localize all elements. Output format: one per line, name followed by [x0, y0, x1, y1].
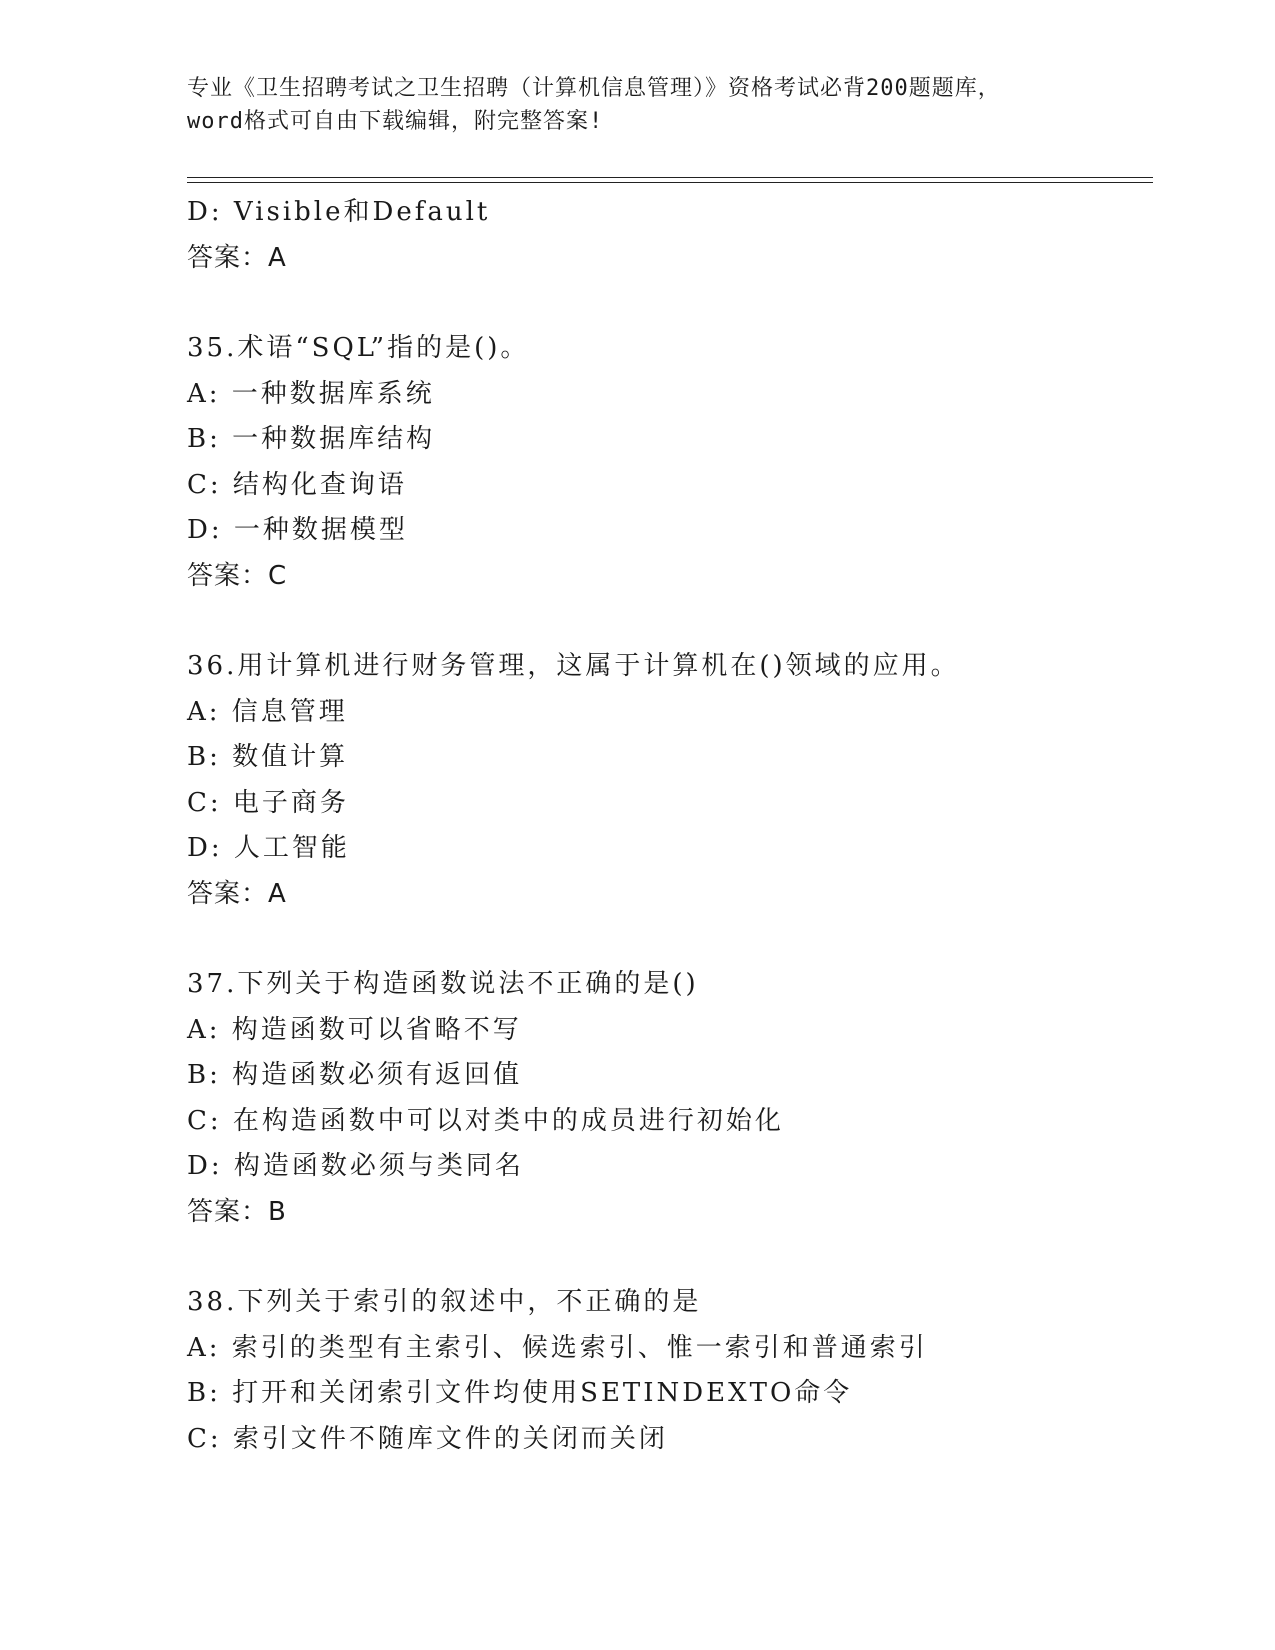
question-block	[187, 962, 1147, 1235]
question-stem: 37.下列关于构造函数说法不正确的是()	[187, 969, 699, 999]
option-d: D: Visible和Default	[187, 197, 491, 227]
option-b: B: 一种数据库结构	[187, 424, 436, 454]
header-title-line-1: 专业《卫生招聘考试之卫生招聘（计算机信息管理）》资格考试必背200题题库，	[187, 76, 1001, 101]
option-c: C: 索引文件不随库文件的关闭而关闭	[187, 1423, 668, 1454]
page-header	[187, 72, 1087, 138]
spacer	[187, 917, 1147, 962]
question-stem: 38.下列关于索引的叙述中，不正确的是	[187, 1287, 702, 1317]
question-stem: 35.术语“SQL”指的是()。	[187, 333, 530, 363]
option-d: D: 构造函数必须与类同名	[187, 1151, 524, 1181]
answer-line: 答案：A	[187, 878, 287, 909]
option-d: D: 人工智能	[187, 833, 350, 863]
answer-line: 答案：A	[187, 242, 287, 273]
answer-line: 答案：B	[187, 1196, 287, 1227]
spacer	[187, 599, 1147, 644]
option-b: B: 数值计算	[187, 742, 349, 772]
question-list	[187, 190, 1147, 1462]
option-c: C: 在构造函数中可以对类中的成员进行初始化	[187, 1105, 784, 1136]
spacer	[187, 1235, 1147, 1280]
option-a: A: 索引的类型有主索引、候选索引、惟一索引和普通索引	[187, 1332, 928, 1363]
option-a: A: 一种数据库系统	[187, 378, 435, 409]
spacer	[187, 281, 1147, 326]
question-stem: 36.用计算机进行财务管理，这属于计算机在()领域的应用。	[187, 651, 960, 681]
option-c: C: 结构化查询语	[187, 469, 407, 500]
option-a: A: 信息管理	[187, 696, 348, 727]
header-divider-bottom	[187, 182, 1153, 183]
question-block	[187, 644, 1147, 917]
header-divider-top	[187, 177, 1153, 178]
option-b: B: 构造函数必须有返回值	[187, 1060, 523, 1090]
option-a: A: 构造函数可以省略不写	[187, 1014, 522, 1045]
question-block	[187, 1280, 1147, 1462]
header-title-line-2: word格式可自由下载编辑，附完整答案!	[187, 109, 604, 134]
option-d: D: 一种数据模型	[187, 515, 408, 545]
option-b: B: 打开和关闭索引文件均使用SETINDEXTO命令	[187, 1378, 853, 1408]
option-c: C: 电子商务	[187, 787, 349, 818]
answer-line: 答案：C	[187, 560, 288, 591]
question-block	[187, 326, 1147, 599]
